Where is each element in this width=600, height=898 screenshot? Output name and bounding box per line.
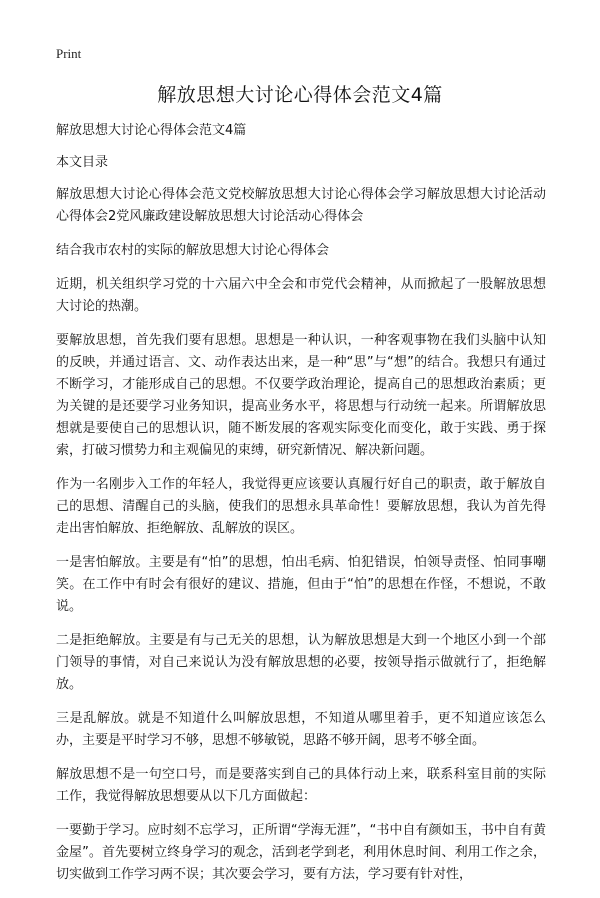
toc-heading: 本文目录 (56, 155, 109, 170)
document-title: 解放思想大讨论心得体会范文4篇 (157, 84, 443, 106)
subtitle-paragraph: 解放思想大讨论心得体会范文4篇 (56, 123, 247, 138)
print-link[interactable]: Print (56, 46, 82, 61)
body-paragraph: 近期，机关组织学习党的十六届六中全会和市党代会精神，从而掀起了一股解放思想大讨论的热潮。 (56, 277, 546, 314)
toc-list: 解放思想大讨论心得体会范文党校解放思想大讨论心得体会学习解放思想大讨论活动心得体会2党风廉政建设解放思想大讨论活动心得体会 (56, 187, 546, 224)
body-paragraph: 一是害怕解放。主要是有“怕”的思想，怕出毛病、怕犯错误，怕领导责怪、怕同事嘲笑。在工作中有时会有很好的建议、措施，但由于“怕”的思想在作怪，不想说，不敢说。 (56, 555, 546, 614)
body-paragraph: 作为一名刚步入工作的年轻人，我觉得更应该要认真履行好自己的职责，敢于解放自己的思想、清醒自己的头脑，使我们的思想永具革命性！要解放思想，我认为首先得走出害怕解放、拒绝解放、乱解放的误区。 (56, 477, 546, 536)
section-heading: 结合我市农村的实际的解放思想大讨论心得体会 (56, 243, 330, 258)
body-paragraph: 要解放思想，首先我们要有思想。思想是一种认识，一种客观事物在我们头脑中认知的反映，并通过语言、文、动作表达出来，是一种“思”与“想”的结合。我想只有通过不断学习，才能形成自己的思想。不仅要学政治理论，提高自己的思想政治素质；更为关键的是还要学习业务知识，提高业务水平，将思想与行动统一起来。所谓解放思想就是要使自己的思想认识，随不断发展的客观实际变化而变化，敢于实践、勇于探索，打破习惯势力和主观偏见的束缚，研究新情况、解决新问题。 (56, 333, 546, 458)
body-paragraph: 一要勤于学习。应时刻不忘学习，正所谓“学海无涯”，“书中自有颜如玉，书中自有黄金屋”。首先要树立终身学习的观念，活到老学到老，利用休息时间、利用工作之余，切实做到工作学习两不误；其次要会学习，要有方法，学习要有针对性， (56, 823, 546, 882)
body-paragraph: 二是拒绝解放。主要是有与己无关的思想，认为解放思想是大到一个地区小到一个部门领导的事情，对自己来说认为没有解放思想的必要，按领导指示做就行了，拒绝解放。 (56, 633, 546, 692)
body-paragraph: 三是乱解放。就是不知道什么叫解放思想，不知道从哪里着手，更不知道应该怎么办，主要是平时学习不够，思想不够敏锐，思路不够开阔，思考不够全面。 (56, 711, 546, 748)
body-paragraph: 解放思想不是一句空口号，而是要落实到自己的具体行动上来，联系科室目前的实际工作，我觉得解放思想要从以下几方面做起： (56, 767, 546, 804)
document-body (56, 120, 546, 898)
